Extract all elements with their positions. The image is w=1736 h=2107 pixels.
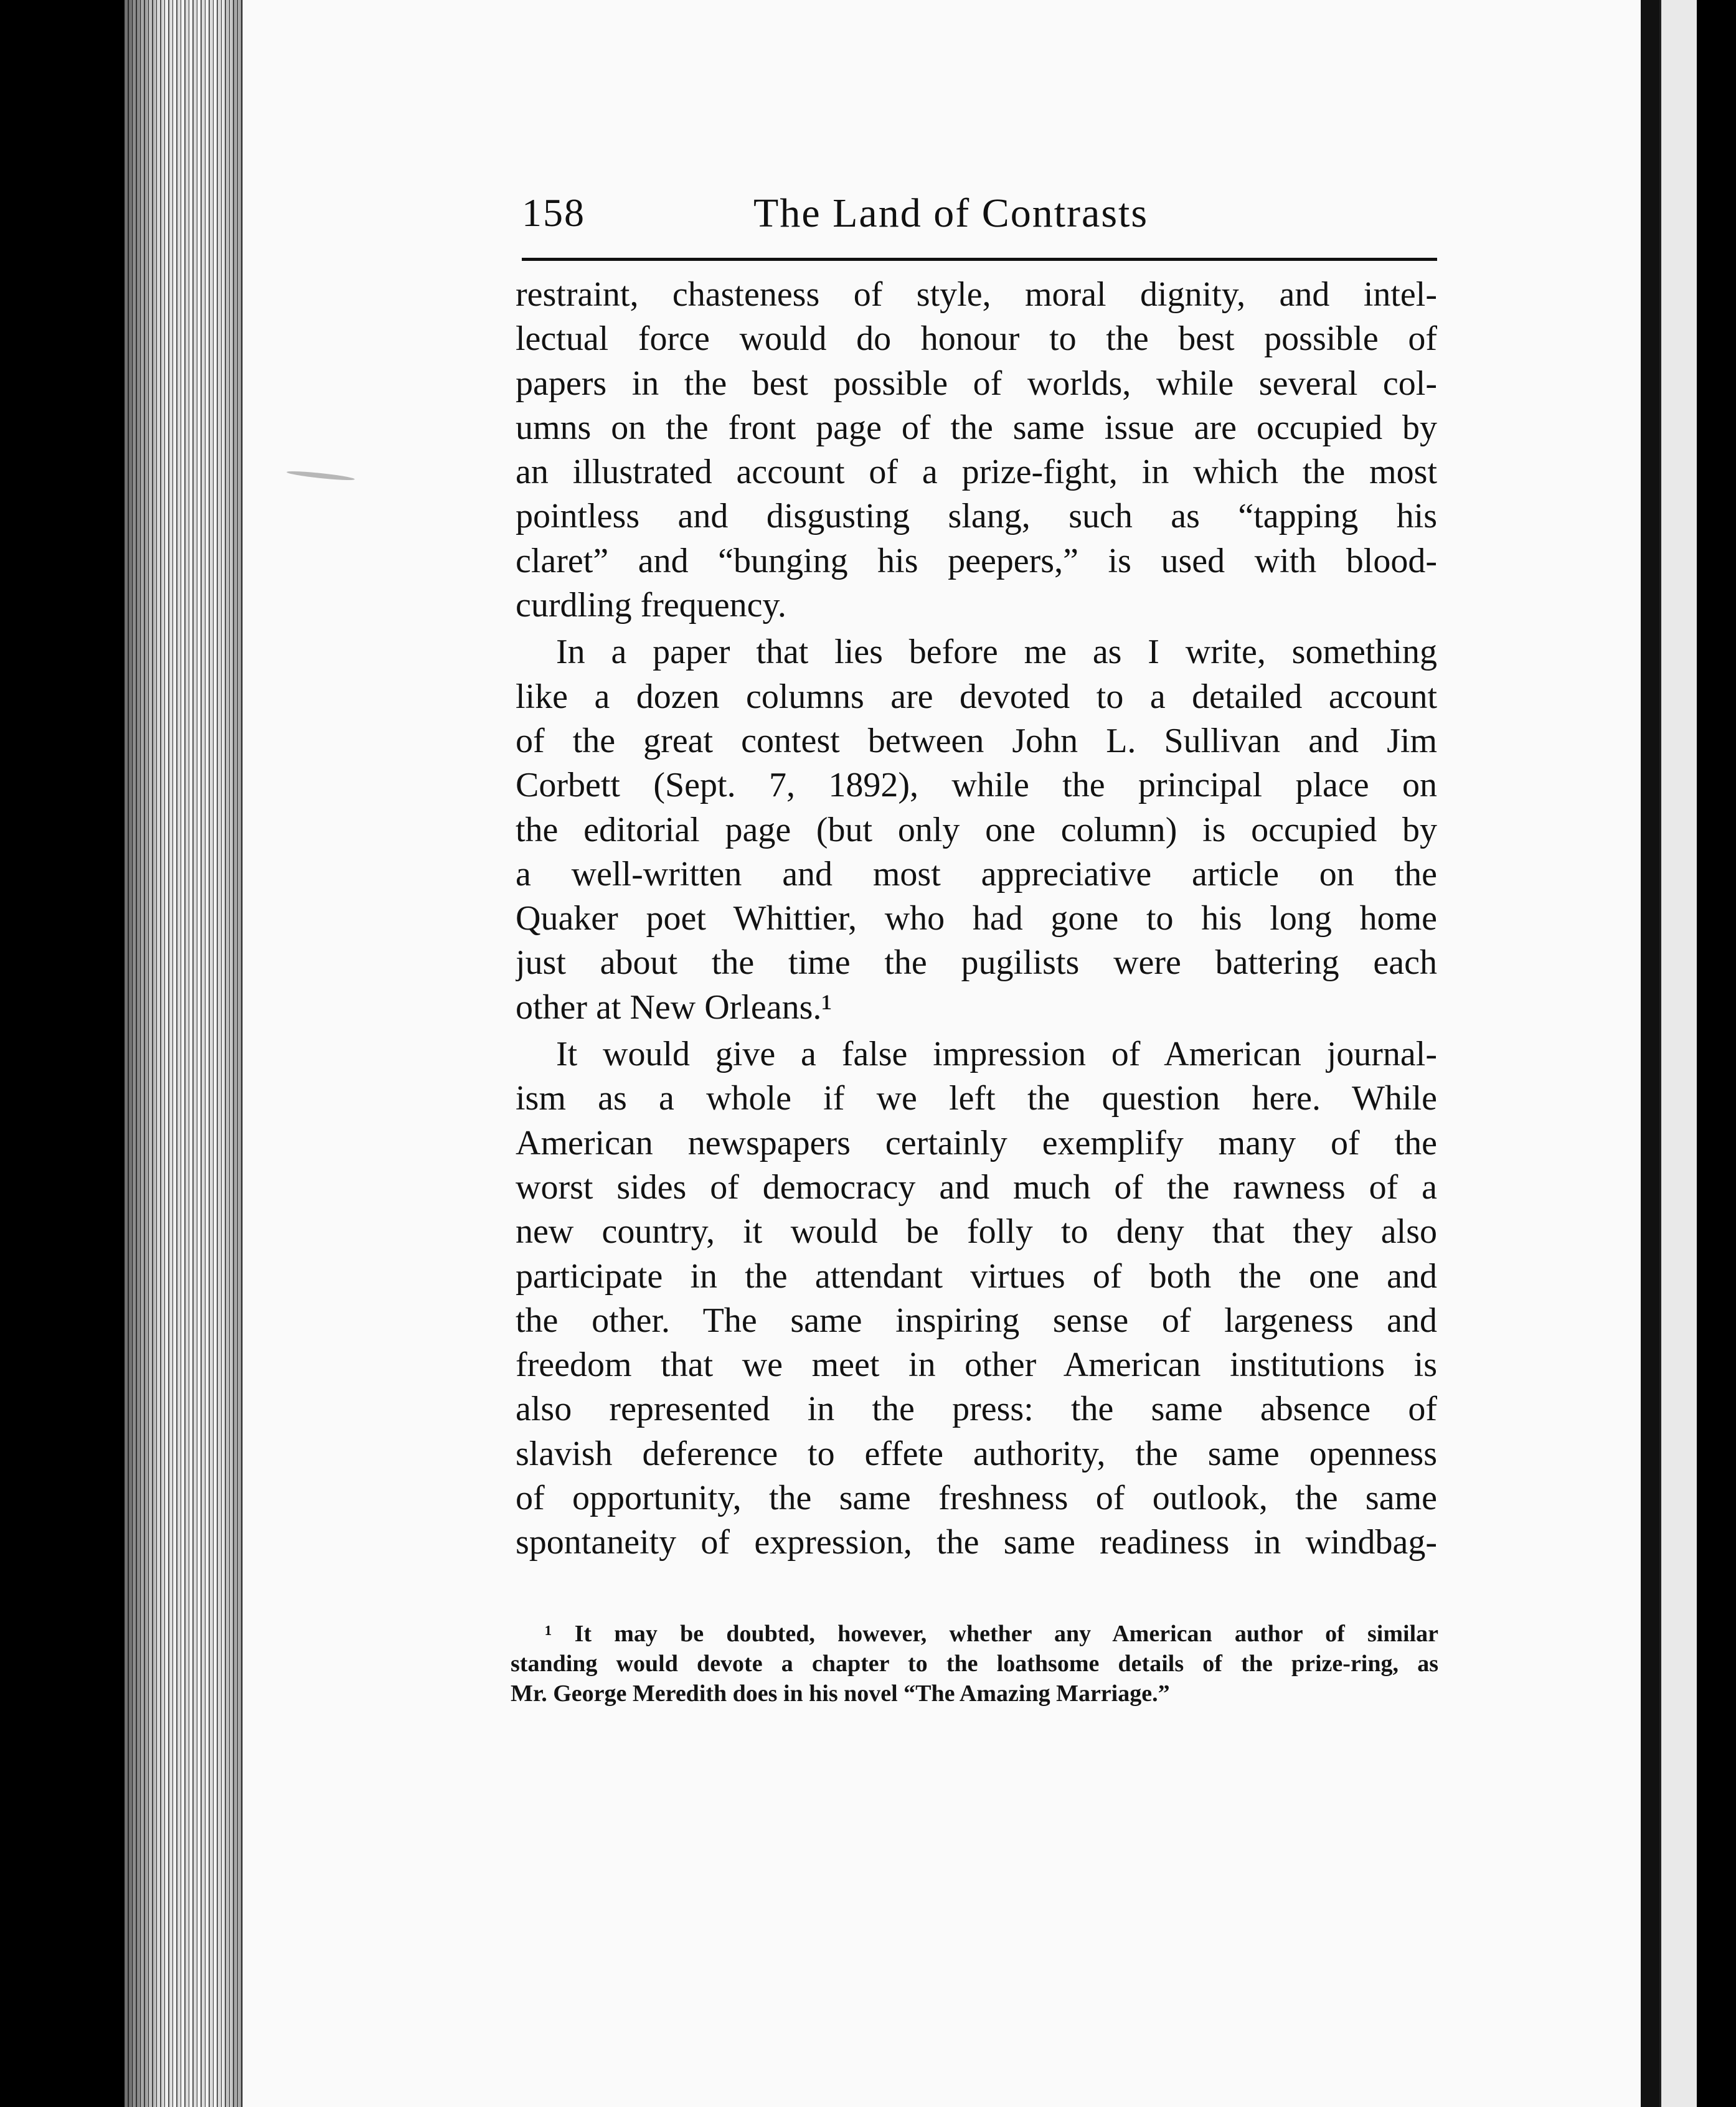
text-line: also represented in the press: the same absence of xyxy=(516,1390,1437,1429)
text-line: ism as a whole if we left the question here. While xyxy=(516,1079,1437,1118)
paragraph xyxy=(516,273,1437,628)
scan-right-edge xyxy=(1697,0,1736,2107)
text-line: spontaneity of expression, the same readiness in windbag- xyxy=(516,1523,1437,1562)
body-text xyxy=(516,273,1437,1565)
text-line: a well-written and most appreciative article on the xyxy=(516,854,1437,893)
text-line: lectual force would do honour to the best possible of xyxy=(516,319,1437,359)
text-line: the other. The same inspiring sense of largeness and xyxy=(516,1301,1437,1340)
text-line: curdling frequency. xyxy=(516,586,786,625)
text-line: other at New Orleans.¹ xyxy=(516,988,833,1027)
footnote-line: Mr. George Meredith does in his novel “The Amazing Marriage.” xyxy=(511,1680,1170,1707)
text-line: the editorial page (but only one column) is occupied by xyxy=(516,810,1437,849)
text-line: freedom that we meet in other American institutions is xyxy=(516,1346,1437,1385)
footnote-line: standing would devote a chapter to the loathsome details of the prize-ring, as xyxy=(511,1651,1438,1677)
paragraph xyxy=(516,630,1437,1030)
running-header xyxy=(522,190,1437,252)
text-line: an illustrated account of a prize-fight, in which the most xyxy=(516,453,1437,492)
text-line: just about the time the pugilists were battering each xyxy=(516,943,1437,983)
text-line: claret” and “bunging his peepers,” is used with blood- xyxy=(516,541,1437,580)
footnote xyxy=(511,1619,1438,1709)
text-line: pointless and disgusting slang, such as “tapping his xyxy=(516,497,1437,536)
text-line: Corbett (Sept. 7, 1892), while the principal place on xyxy=(516,766,1437,805)
page-number: 158 xyxy=(522,191,585,235)
text-line: American newspapers certainly exemplify many of the xyxy=(516,1123,1437,1162)
text-line: like a dozen columns are devoted to a detailed account xyxy=(516,677,1437,716)
running-title: The Land of Contrasts xyxy=(753,191,1149,236)
text-line: worst sides of democracy and much of the rawness of a xyxy=(516,1167,1437,1207)
footnote-line: ¹ It may be doubted, however, whether any American author of similar xyxy=(545,1621,1438,1647)
text-line: In a paper that lies before me as I write, something xyxy=(556,633,1437,672)
page-edges-shadow xyxy=(125,0,243,2107)
text-line: papers in the best possible of worlds, while several col- xyxy=(516,364,1437,403)
text-line: new country, it would be folly to deny that they also xyxy=(516,1212,1437,1251)
text-line: restraint, chasteness of style, moral dignity, and intel- xyxy=(516,275,1437,314)
text-line: participate in the attendant virtues of both the one and xyxy=(516,1256,1437,1296)
text-line: umns on the front page of the same issue are occupied by xyxy=(516,408,1437,447)
paragraph xyxy=(516,1032,1437,1565)
text-line: of the great contest between John L. Sullivan and Jim xyxy=(516,721,1437,760)
facing-page-sliver xyxy=(1659,0,1699,2107)
text-line: It would give a false impression of American journal- xyxy=(556,1035,1437,1074)
text-line: slavish deference to effete authority, the same openness xyxy=(516,1434,1437,1473)
binding-gutter xyxy=(1641,0,1659,2107)
header-rule xyxy=(522,258,1437,261)
text-line: Quaker poet Whittier, who had gone to his long home xyxy=(516,899,1437,938)
text-line: of opportunity, the same freshness of outlook, the same xyxy=(516,1479,1437,1518)
